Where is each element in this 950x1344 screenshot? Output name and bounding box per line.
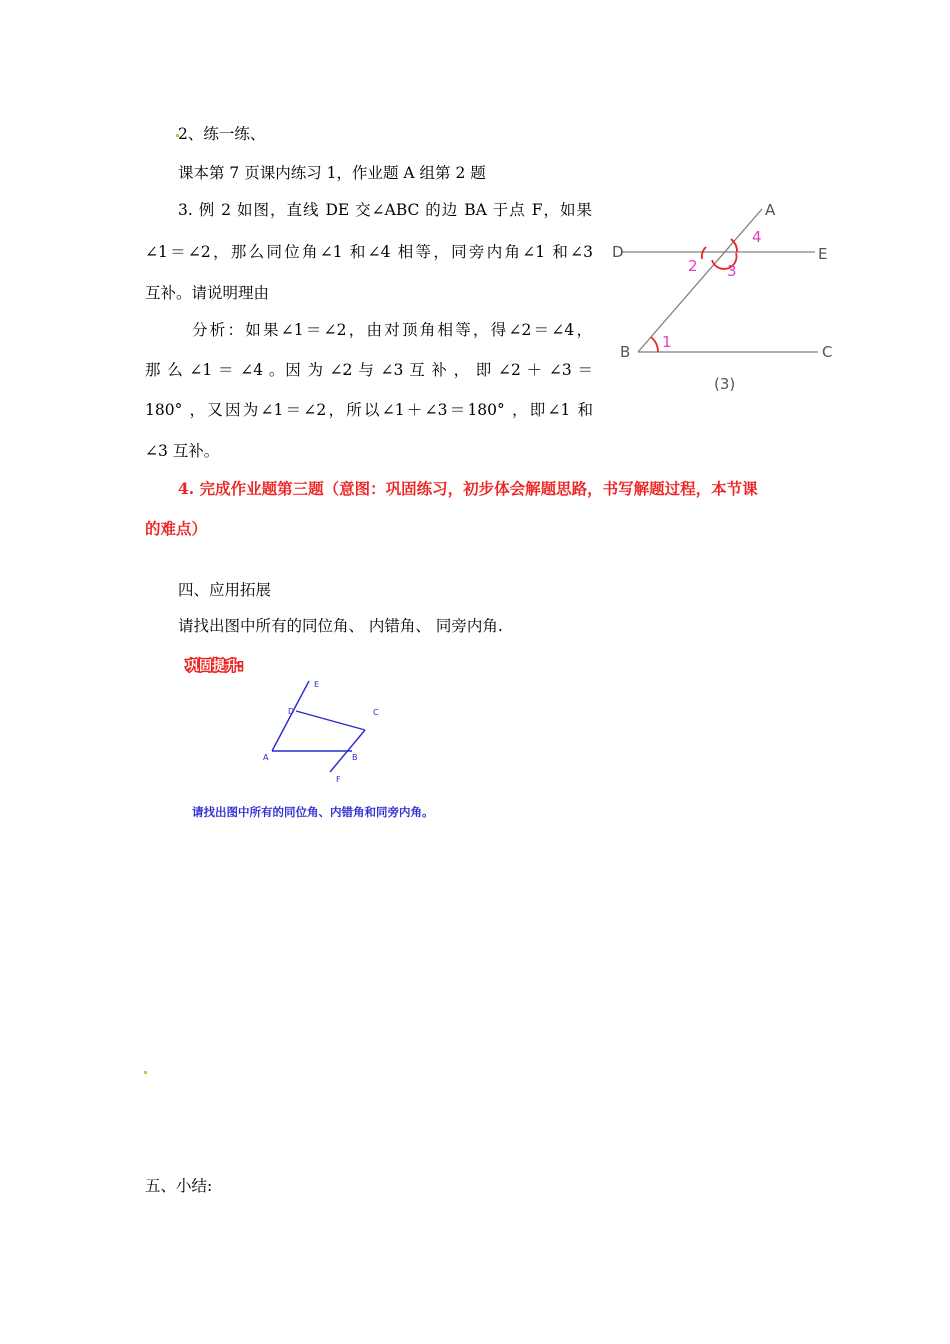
angle1-arc <box>651 337 658 352</box>
homework-line2: 的难点） <box>145 519 208 538</box>
consolidate-badge-text: 巩固提升: <box>186 659 244 674</box>
label-angle4: 4 <box>752 228 762 246</box>
label-e: E <box>818 245 828 263</box>
label-angle2: 2 <box>688 257 698 275</box>
label-d: D <box>612 243 624 261</box>
analysis-line2: 那 么 ∠1 ＝ ∠4 。因 为 ∠2 与 ∠3 互 补 ， 即 ∠2 ＋ ∠3 ＝ <box>145 361 593 379</box>
section5-title: 五、小结: <box>145 1177 213 1195</box>
section4-title: 四、应用拓展 <box>178 581 272 599</box>
quadrilateral-figure <box>255 676 395 791</box>
label-b: B <box>620 343 631 361</box>
marker-dot <box>144 1071 147 1074</box>
angle4-arc <box>731 239 737 252</box>
homework-line1: 4. 完成作业题第三题（意图：巩固练习，初步体会解题思路，书写解题过程，本节课 <box>178 479 758 498</box>
parallel-lines-figure <box>600 195 840 405</box>
section2-title: 2、练一练、 <box>178 125 266 143</box>
figure1-caption: (3) <box>714 375 736 393</box>
line-de-ext <box>272 681 309 751</box>
example-line2: ∠1＝∠2，那么同位角∠1 和∠4 相等，同旁内角∠1 和∠3 <box>145 243 593 261</box>
label-e2: E <box>314 680 320 689</box>
analysis-line1: 分析：如果∠1＝∠2，由对顶角相等，得∠2＝∠4， <box>192 321 592 339</box>
section4-prompt: 请找出图中所有的同位角、 内错角、 同旁内角. <box>178 617 503 635</box>
label-a2: A <box>263 753 269 762</box>
label-c: C <box>822 343 833 361</box>
label-a: A <box>765 201 776 219</box>
section2-task: 课本第 7 页课内练习 1，作业题 A 组第 2 题 <box>178 164 486 182</box>
transversal-ba <box>638 209 762 352</box>
figure2-caption: 请找出图中所有的同位角、内错角和同旁内角。 <box>192 805 434 819</box>
analysis-line3: 180° ，又因为∠1＝∠2，所以∠1＋∠3＝180° ，即∠1 和 <box>145 401 593 419</box>
angle2-arc <box>702 247 706 259</box>
label-angle3: 3 <box>727 262 737 280</box>
consolidate-badge <box>184 654 254 676</box>
label-f2: F <box>336 775 341 784</box>
example-line1: 3. 例 2 如图，直线 DE 交∠ABC 的边 BA 于点 F，如果 <box>178 201 592 219</box>
label-angle1: 1 <box>662 333 672 351</box>
label-b2: B <box>352 753 358 762</box>
example-line3: 互补。请说明理由 <box>145 284 270 302</box>
label-d2: D <box>288 707 295 716</box>
line-dc <box>296 711 365 730</box>
label-c2: C <box>373 708 379 717</box>
analysis-line4: ∠3 互补。 <box>145 442 220 460</box>
